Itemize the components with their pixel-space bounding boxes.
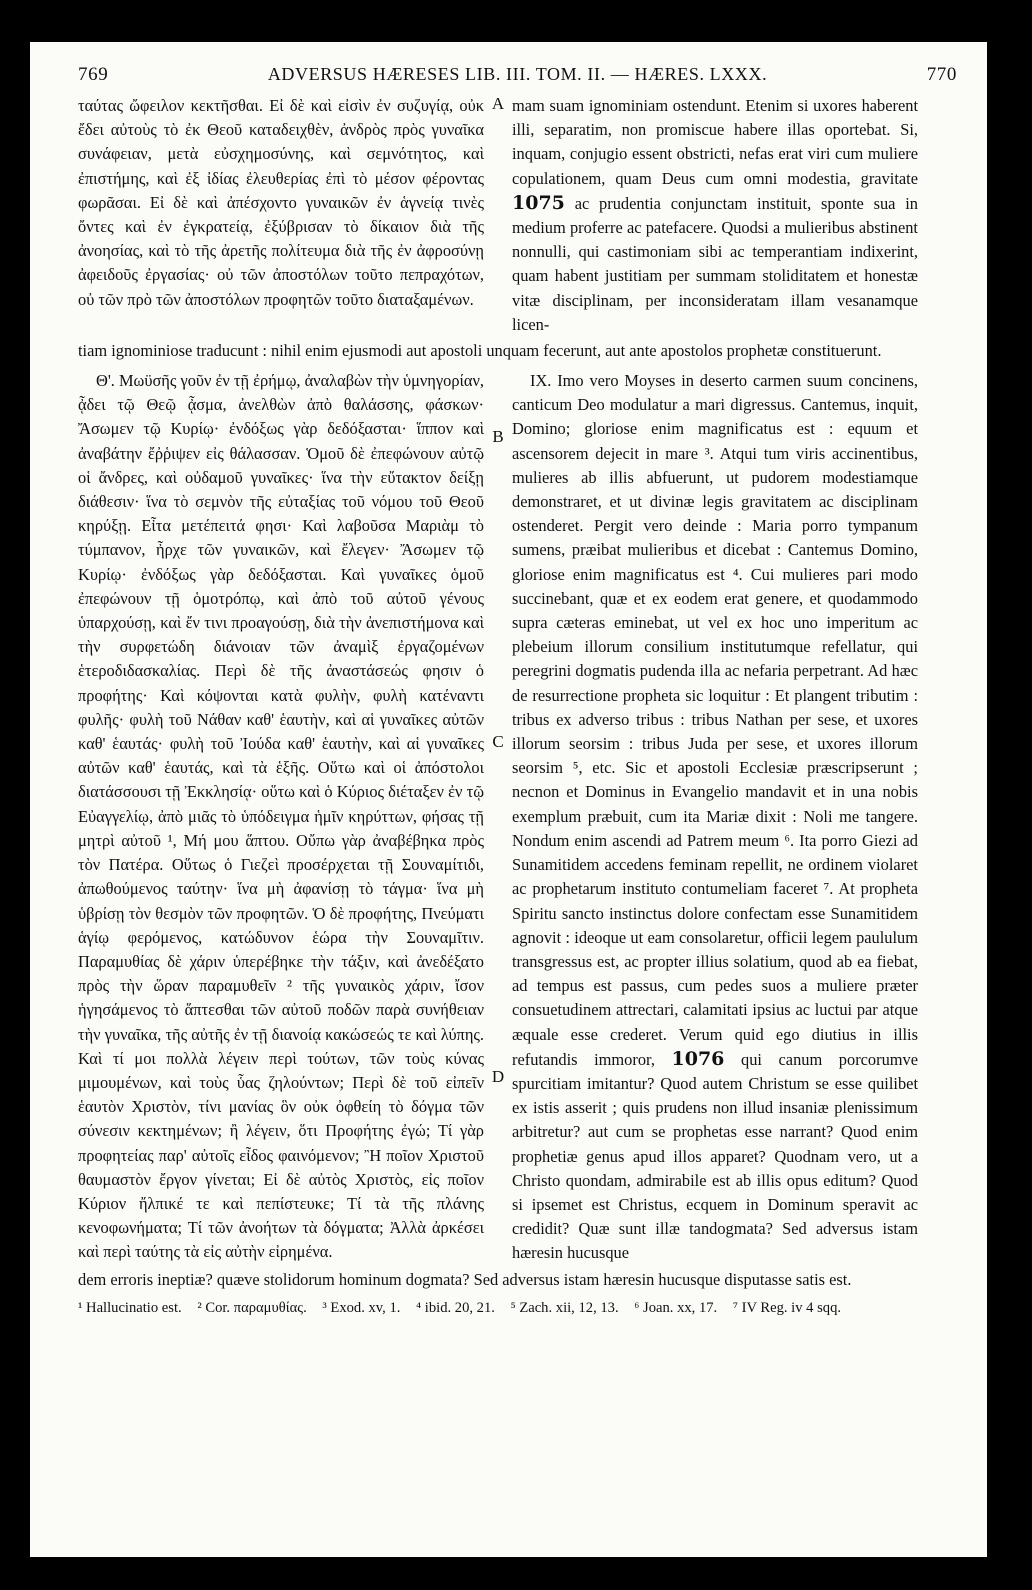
greek-paragraph-middle: Θ'. Μωϋσῆς γοῦν ἐν τῇ ἐρήμῳ, ἀναλαβὼν τὴν ὑμνηγορίαν, ᾆδει τῷ Θεῷ ᾆσμα, ἀνελθὼν ἀπὸ θαλάσσης, φάσκων· Ἄσωμεν τῷ Κυρίῳ· ἐνδόξως γὰρ δεδόξασται· ἵππον καὶ ἀναβάτην ἔῤῥιψεν εἰς θάλασσαν. Ὁμοῦ δὲ ἐπεφώνουν αὐτῷ οἱ ἄνδρες, καὶ οὐδαμοῦ γυναῖκες· ἵνα τὴν εὔτακτον δείξῃ διάθεσιν· ἵνα τὸ σεμνὸν τῆς εὐταξίας τοῦ νόμου τοῦ Θεοῦ κηρύξῃ. Εἶτα μετέπειτά φησι· Καὶ λαβοῦσα Μαριὰμ τὸ τύμπανον, ἦρχε τῶν γυναικῶν, καὶ ἔλεγεν· Ἄσωμεν τῷ Κυρίῳ· ἐνδόξως γὰρ δεδόξασται. Καὶ γυναῖκες ὁμοῦ ἐπεφώνουν τῇ ὁμοτρόπῳ, καὶ ἀπὸ τοῦ αὐτοῦ γένους ὑπαρχούσῃ, καὶ ἔν τινι προαγούσῃ, διὰ τὴν ἀνεπιστήμονα καὶ τὴν συρφετώδη διάνοιαν τῶν ἀναμὶξ ἐργαζομένων ἑτεροδιδασκαλίας. Περὶ δὲ τῆς ἀναστάσεώς φησιν ὁ προφήτης· Καὶ κόψονται κατὰ φυλὴν, φυλὴ κατέναντι φυλῆς· φυλὴ τοῦ Νάθαν καθ' ἑαυτὴν, καὶ αἱ γυναῖκες αὐτῶν καθ' ἑαυτάς· φυλὴ τοῦ Ἰούδα καθ' ἑαυτὴν, καὶ αἱ γυναῖκες αὐτῶν καθ' ἑαυτάς, καὶ τὰ ἑξῆς. Οὕτω καὶ οἱ ἀπόστολοι διατάσσουσι τῇ Ἐκκλησίᾳ· οὕτω καὶ ὁ Κύριος διέταξεν ἐν τῷ Εὐαγγελίῳ, ἀπὸ μιᾶς τὸ ὑπόδειγμα ἡμῖν κηρύττων, φήσας τῇ μητρὶ αὐτοῦ ¹, Μή μου ἅπτου. Οὔπω γὰρ ἀναβέβηκα πρὸς τὸν Πατέρα. Οὕτως ὁ Γιεζεὶ προσέρχεται τῇ Σουναμίτιδι, ἀπωθούμενος ταύτην· ἵνα μὴ ἀφανίσῃ τὸ τάγμα· ἵνα μὴ ὑβρίσῃ τὸν θεσμὸν τῶν προφητῶν. Ὁ δὲ προφήτης, Πνεύματι ἁγίῳ φερόμενος, κατώδυνον ἑώρα τὴν Σουναμῖτιν. Παραμυθίας δὲ χάριν ὑπερέβηκε τὴν τάξιν, καὶ ἀνεδέξατο πρὸς τὴν ὥραν παραμυθεῖν ² τῆς γυναικὸς χάριν, ἴσον ἡγησάμενος τὸ ἅπτεσθαι τῶν αὐτοῦ ποδῶν παρὰ συνήθειαν τὴν γυναῖκα, τῆς αὐτῆς ἐν τῇ διανοίᾳ κακώσεώς τε καὶ λύπης. Καὶ τί μοι πολλὰ λέγειν περὶ τούτων, τῶν τοὺς κύνας μιμουμένων, καὶ τοὺς ὗας ζηλούντων; Περὶ δὲ τοῦ εἰπεῖν ἑαυτὸν Χριστὸν, τίνι μανίας ὃν οὐκ ὀφθείη τὸ δόγμα τῶν σύνεσιν κεκτημένων; ἢ λέγειν, ὅτι Προφήτης ἐγώ; Τί γὰρ προφητείας παρ' αὐτοῖς εἶδος φαινόμενον; Ἢ ποῖον Χριστοῦ θαυμαστὸν ἔργον γίνεται; Εἰ δὲ αὐτὸς Χριστὸς, εἰς ποῖον Κύριον ἤλπικέ τε καὶ πεπίστευκε; Τί τὰ τῆς πλάνης κενοφωνήματα; Τί τῶν ἀνοήτων τὰ δόγματα; Ἀλλὰ ἀρκέσει καὶ περὶ ταύτης τὰ εἰς αὐτὴν εἰρημένα.: [78, 371, 485, 1262]
latin-column-middle: [512, 369, 918, 1266]
greek-paragraph-top: ταύτας ὤφειλον κεκτῆσθαι. Εἰ δὲ καὶ εἰσὶν ἐν συζυγίᾳ, οὐκ ἔδει αὐτοὺς τὸ ἐκ Θεοῦ καταδειχθὲν, ἀνδρὸς πρὸς γυναῖκα συνάφειαν, μετὰ εὐσχημοσύνης, καὶ σεμνότητος, καὶ ἐπιστήμης, καὶ ἐξ ἰδίας ἐλευθερίας ἐπὶ τὸ μέσον φέροντας φωρᾶσαι. Εἰ δὲ καὶ ἀπέσχοντο γυναικῶν ἐν ἁγνείᾳ τινὲς ὄντες καὶ ἐν ἐγκρατείᾳ, ἐξύβρισαν τὸ δίκαιον διὰ τῆς ἀνοησίας, καὶ τὸ τῆς ἀρετῆς πολίτευμα διὰ τῆς ἐν ἀφροσύνῃ ἀφειδοῦς ἐργασίας· οὐ τῶν ἀποστόλων τοῦτο πεπραχότων, οὐ τῶν πρὸ τῶν ἀποστόλων προφητῶν τοῦτο διαταξαμένων.: [78, 96, 484, 309]
footnote-7: ⁷ IV Reg. iv 4 sqq.: [732, 1299, 842, 1316]
full-width-line-top: tiam ignominiose traducunt : nihil enim ejusmodi aut apostoli unquam fecerunt, aut ante apostolos prophetæ constituerunt.: [78, 341, 882, 361]
footnotes: [78, 1298, 957, 1318]
latin-text-middle-a: IX. Imo vero Moyses in deserto carmen suum concinens, canticum Deo modulatur a mari digressus. Cantemus, inquit, Domino; gloriose enim magnificatus est : equum et ascensorem dejecit in mare ³. Atqui tum viris accinentibus, mulieres ab illis abfuerunt, ut pudorem modestiamque demonstraret, et ut divinæ legis gravitatem ac disciplinam ostenderet. Pergit vero deinde : Maria porro tympanum sumens, præibat mulieribus et dicebat : Cantemus Domino, gloriose enim magnificatus est ⁴. Cui mulieres pari modo succinebant, quæ et ex eodem erat genere, et quodammodo supra cæteras eminebat, ut vel ex hoc uno imperitum ac plebeium illorum consilium institutumque refellatur, qui peregrini dogmatis pudenda illa ac nefaria perpetrant. Ad hæc de resurrectione propheta sic loquitur : Et plangent tributim : tribus ex adverso tribus : tribus Nathan per sese, et uxores illorum seorsim : tribus Juda per sese, et uxores illorum seorsim ⁵, etc. Sic et apostoli Ecclesiæ præscripserunt ; necnon et Dominus in Evangelio mandavit et in una nobis exemplum præbuit, cum ita Mariæ dixit : Noli me tangere. Nondum enim ascendi ad Patrem meum ⁶. Ita porro Giezi ad Sunamitidem accedens feminam repellit, ne ordinem violaret ac prophetarum instituto contumeliam faceret ⁷. At propheta Spiritu sancto instinctus dolore confectam esse Sunamitidem agnovit : ideoque ut eam consolaretur, officii legem paululum transgressus est, ac propter illius solatium, quod ab ea fiebat, ad tempus est passus, cum pedes suos a muliere præter consuetudinem attrectari, calamitati ipsius ac luctui par atque æquale esse crederet. Verum quid ego diutius in illis refutandis immoror,: [512, 371, 918, 1069]
page-number-left: 769: [78, 64, 109, 85]
latin-text-top: mam suam ignominiam ostendunt. Etenim si uxores haberent illi, separatim, non promiscue habere illas oportebat. Si, inquam, conjugio essent obstricti, nefas erat viri cum muliere copulationem, quam Deus cum omni modestia, gravitate: [512, 96, 918, 188]
footnote-3: ³ Exod. xv, 1.: [322, 1299, 401, 1316]
margin-letter-c: C: [492, 732, 504, 752]
greek-column-top: [78, 94, 484, 312]
footnote-5: ⁵ Zach. xii, 12, 13.: [510, 1299, 619, 1316]
latin-paragraph-top: [512, 94, 918, 337]
footnote-4: ⁴ ibid. 20, 21.: [416, 1299, 495, 1316]
full-width-line-bottom: dem erroris ineptiæ? quæve stolidorum hominum dogmata? Sed adversus istam hæresin hucusque disputasse satis est.: [78, 1269, 852, 1289]
margin-letter-a: A: [491, 94, 505, 113]
page-number-right: 770: [926, 64, 957, 85]
greek-column-middle: [78, 369, 484, 1265]
top-section: [78, 94, 957, 337]
footnote-1: ¹ Hallucinatio est.: [78, 1299, 182, 1316]
page: [30, 42, 987, 1557]
middle-section: [78, 369, 957, 1266]
margin-letter-d: D: [491, 1067, 505, 1087]
footnote-2: ² Cor. παραμυθίας.: [197, 1299, 307, 1316]
margin-letter-b: B: [492, 427, 504, 447]
latin-paragraph-middle: [512, 369, 918, 1266]
latin-text-middle-b: qui canum porcorumve spurcitiam imitantur? Quod autem Christum se esse quilibet ex istis asserit ; quis prudens non illud insaniæ plenissimum arbitretur? aut cum se prophetas esse narrant? Quod enim prophetiæ genus apud illos apparet? Quodnam vero, ut a Christo quondam, admirabile est ab illis opus editum? Quod si ipsemet est Christus, ecquem in Dominum speravit ac credidit? Quæ sunt illæ tandogmata? Sed adversus istam hæresin hucusque: [512, 1049, 918, 1263]
column-number-1075: 1075: [512, 191, 565, 214]
footnote-6: ⁶ Joan. xx, 17.: [634, 1299, 718, 1316]
latin-text-top-cont: ac prudentia conjunctam instituit, sponte sua in medium proferre ac patefacere. Quodsi a mulieribus abstinent nonnulli, qui castimoniam sibi ac temperantiam indixerint, quam habent justitiam per summam stoliditatem et honestæ vitæ disciplinam, per inconsideratam illam vesanamque licen-: [512, 193, 918, 334]
running-title: ADVERSUS HÆRESES LIB. III. TOM. II. — HÆRES. LXXX.: [267, 64, 768, 84]
latin-column-top: [512, 94, 918, 337]
running-header: [78, 64, 957, 86]
column-number-1076: 1076: [671, 1047, 725, 1070]
